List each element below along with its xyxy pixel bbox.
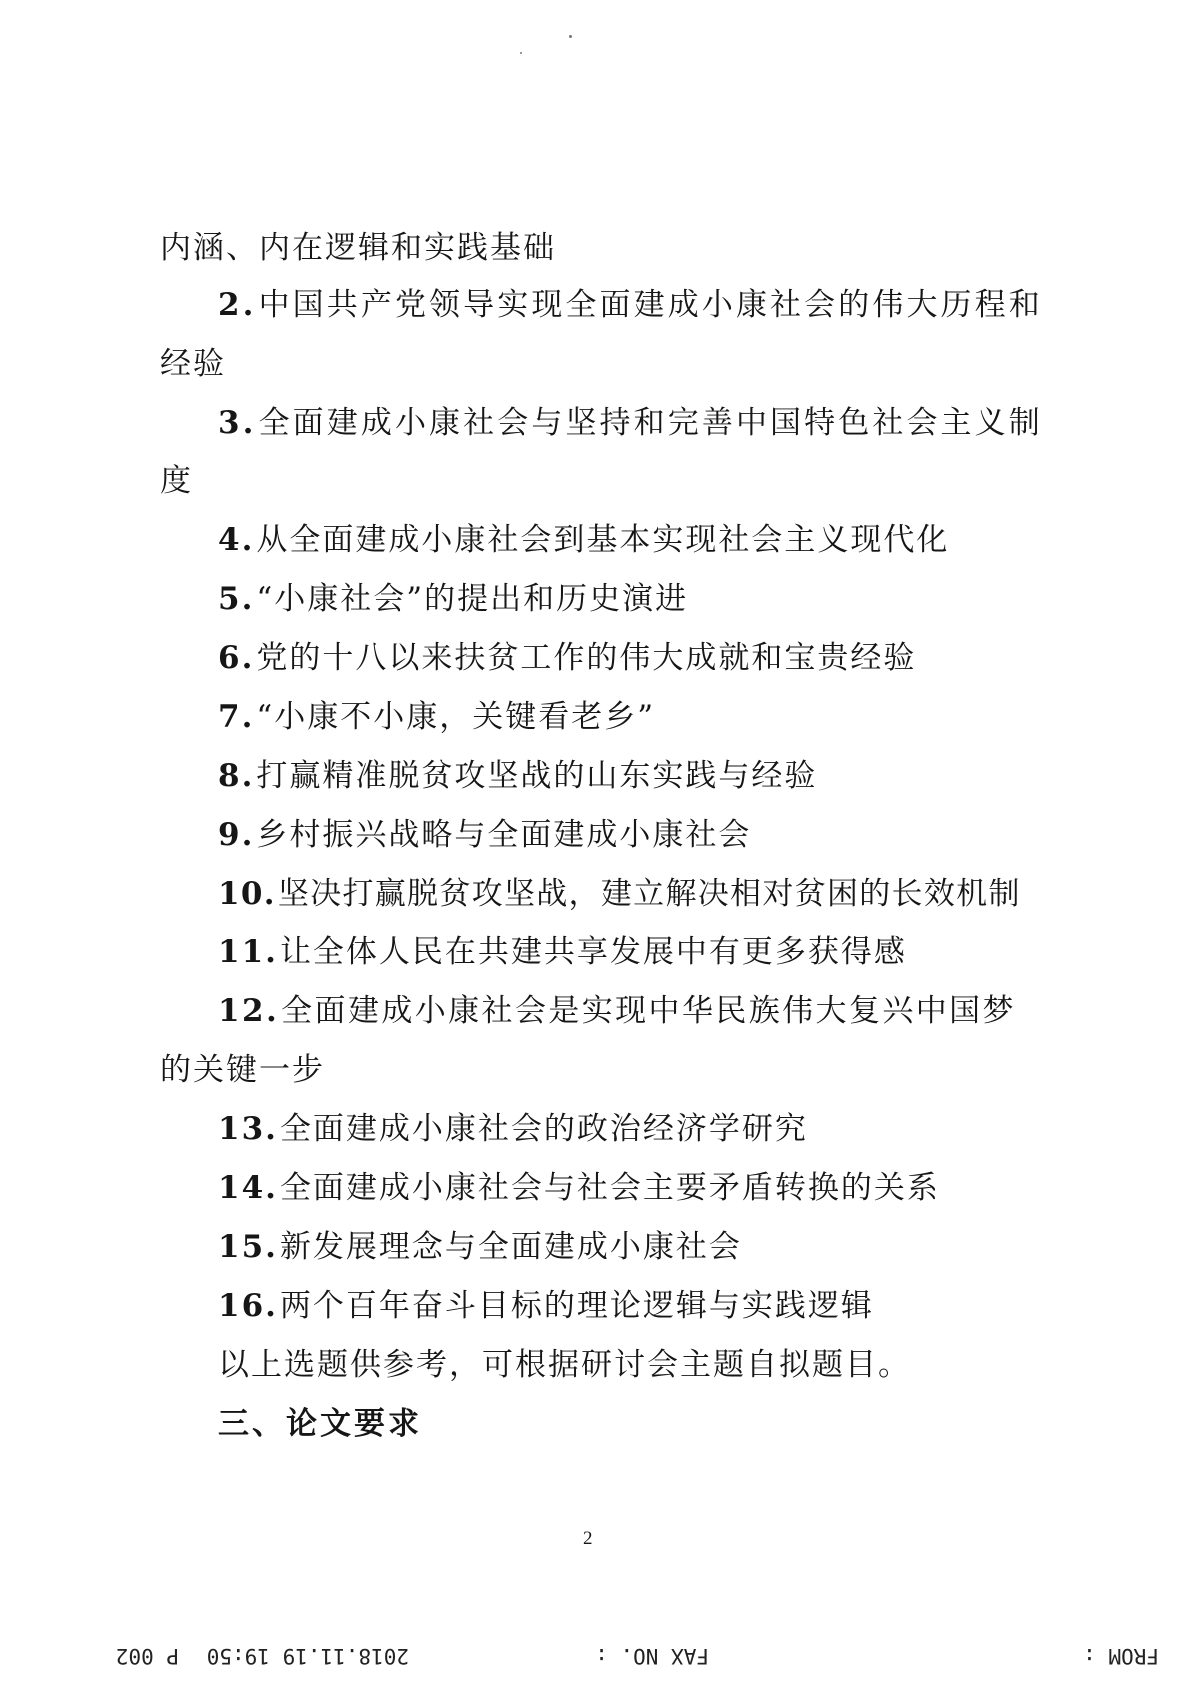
item-number: 10. bbox=[218, 876, 276, 912]
topic-item-16 bbox=[218, 1286, 874, 1326]
item-text: 坚决打赢脱贫攻坚战，建立解决相对贫困的长效机制 bbox=[277, 876, 1021, 912]
item-text: 乡村振兴战略与全面建成小康社会 bbox=[256, 817, 752, 853]
section-heading: 三、论文要求 bbox=[218, 1406, 422, 1442]
topic-item-6 bbox=[218, 638, 916, 678]
item-number: 16. bbox=[218, 1288, 278, 1324]
reference-note: 以上选题供参考，可根据研讨会主题自拟题目。 bbox=[218, 1347, 911, 1383]
item-text: 党的十八以来扶贫工作的伟大成就和宝贵经验 bbox=[256, 640, 917, 676]
item-number: 14. bbox=[218, 1170, 278, 1206]
item-text: 打赢精准脱贫攻坚战的山东实践与经验 bbox=[256, 758, 818, 794]
topic-item-5 bbox=[218, 579, 688, 619]
item-text: 中国共产党领导实现全面建成小康社会的伟大历程和 bbox=[258, 287, 1043, 323]
text-line-continuation: 的关键一步 bbox=[160, 1052, 325, 1088]
item-number: 4. bbox=[218, 522, 255, 558]
item-text: “小康不小康，关键看老乡” bbox=[256, 699, 656, 735]
item-number: 6. bbox=[218, 640, 255, 676]
topic-item-3 bbox=[218, 403, 1043, 443]
item-number: 7. bbox=[218, 699, 255, 735]
topic-item-11 bbox=[218, 932, 907, 972]
text-line-continuation: 度 bbox=[160, 463, 193, 499]
topic-item-8 bbox=[218, 756, 817, 796]
topic-item-9 bbox=[218, 815, 751, 855]
fax-from-label: FROM : bbox=[1083, 1644, 1159, 1668]
topic-item-13 bbox=[218, 1109, 808, 1149]
item-number: 8. bbox=[218, 758, 255, 794]
item-number: 13. bbox=[218, 1111, 278, 1147]
topic-item-12 bbox=[218, 991, 1016, 1031]
item-number: 11. bbox=[218, 934, 278, 970]
topic-item-10 bbox=[218, 874, 1021, 914]
fax-number-label: FAX NO. : bbox=[595, 1644, 709, 1668]
item-text: 全面建成小康社会与坚持和完善中国特色社会主义制 bbox=[258, 405, 1043, 441]
item-number: 12. bbox=[218, 993, 280, 1029]
item-text: 全面建成小康社会的政治经济学研究 bbox=[279, 1111, 808, 1147]
item-text: 新发展理念与全面建成小康社会 bbox=[279, 1229, 742, 1265]
text-line-continuation: 内涵、内在逻辑和实践基础 bbox=[160, 230, 556, 266]
fax-datetime: 2018.11.19 19:50 bbox=[206, 1644, 409, 1668]
item-number: 2. bbox=[218, 287, 257, 323]
scan-speck bbox=[520, 52, 522, 54]
item-text: 从全面建成小康社会到基本实现社会主义现代化 bbox=[256, 522, 950, 558]
topic-item-2 bbox=[218, 285, 1043, 325]
item-number: 3. bbox=[218, 405, 257, 441]
item-text: 全面建成小康社会是实现中华民族伟大复兴中国梦 bbox=[281, 993, 1016, 1029]
fax-header-strip bbox=[0, 1638, 1189, 1672]
text-line-continuation: 经验 bbox=[160, 346, 226, 382]
item-text: “小康社会”的提出和历史演进 bbox=[256, 581, 689, 617]
topic-item-7 bbox=[218, 697, 655, 737]
item-text: 全面建成小康社会与社会主要矛盾转换的关系 bbox=[279, 1170, 940, 1206]
item-number: 5. bbox=[218, 581, 255, 617]
item-number: 9. bbox=[218, 817, 255, 853]
item-number: 15. bbox=[218, 1229, 278, 1265]
scan-speck bbox=[569, 35, 572, 38]
topic-item-4 bbox=[218, 520, 949, 560]
page-number: 2 bbox=[583, 1528, 593, 1549]
topic-item-14 bbox=[218, 1168, 940, 1208]
item-text: 两个百年奋斗目标的理论逻辑与实践逻辑 bbox=[279, 1288, 874, 1324]
item-text: 让全体人民在共建共享发展中有更多获得感 bbox=[279, 934, 907, 970]
topic-item-15 bbox=[218, 1227, 742, 1267]
fax-page-count: P 002 bbox=[115, 1644, 179, 1668]
